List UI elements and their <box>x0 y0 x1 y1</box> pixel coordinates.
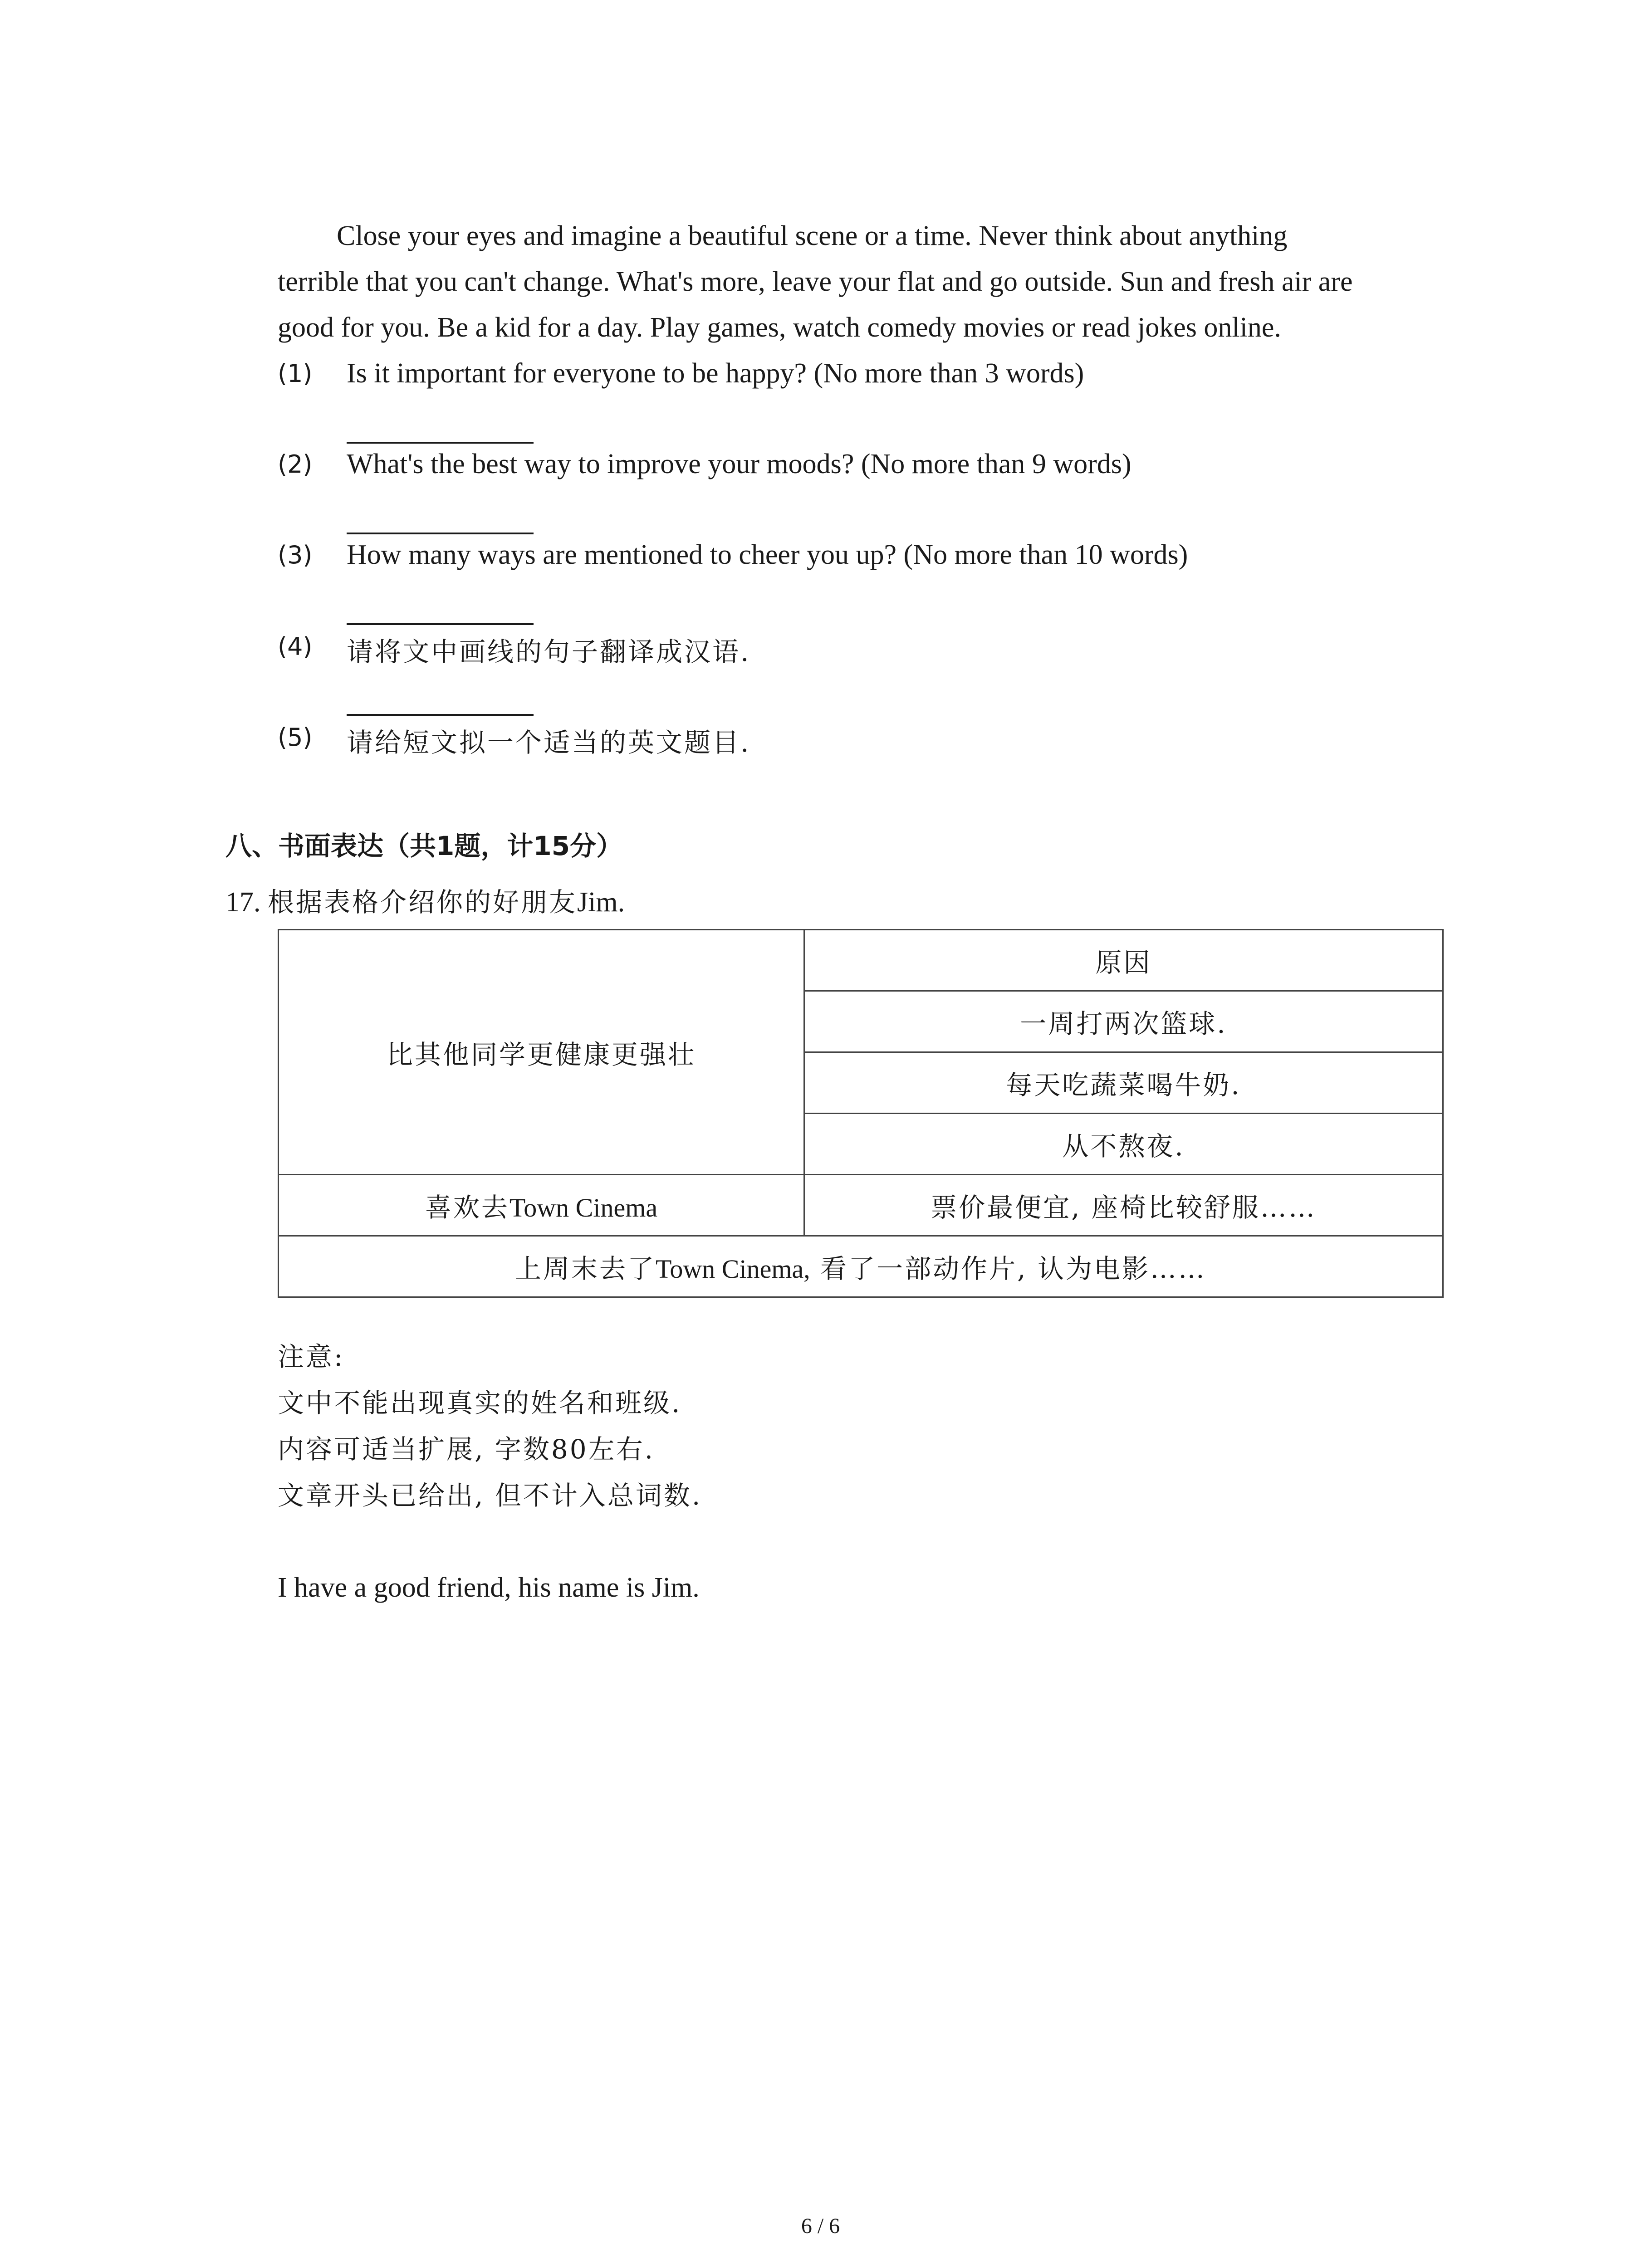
passage-line: Close your eyes and imagine a beautiful scene or a time. Never think about anything <box>337 220 1288 251</box>
question-17 <box>225 881 625 919</box>
page-number: 6 / 6 <box>801 2214 840 2238</box>
passage-line: good for you. Be a kid for a day. Play games, watch comedy movies or read jokes online. <box>278 312 1281 343</box>
cell-text-cn: 喜欢去 <box>425 1192 509 1223</box>
answer-blank-1[interactable] <box>347 442 534 444</box>
question-text: 请将文中画线的句子翻译成汉语. <box>347 636 751 667</box>
opening-sentence: I have a good friend, his name is Jim. <box>278 1572 700 1603</box>
table-cell-trait: 比其他同学更健康更强壮 <box>279 930 804 1175</box>
section-title: 八、书面表达（共1题，计15分） <box>225 831 623 861</box>
question-number: 17. <box>225 887 261 918</box>
cell-text-en: Town Cinema, <box>656 1254 810 1284</box>
question-text: Is it important for everyone to be happy? (No more than 3 words) <box>347 358 1084 389</box>
cell-text-cn: 看了一部动作片, 认为电影…… <box>810 1253 1206 1284</box>
table-cell-reason: 一周打两次篮球. <box>804 991 1443 1052</box>
cell-text-cn: 上周末去了 <box>515 1253 656 1284</box>
notes-item: 文中不能出现真实的姓名和班级. <box>278 1388 682 1418</box>
table-cell-last-weekend <box>279 1236 1443 1297</box>
table-cell-cinema <box>279 1175 804 1236</box>
notes-item: 内容可适当扩展, 字数80左右. <box>278 1434 655 1465</box>
answer-blank-2[interactable] <box>347 533 534 534</box>
table-row <box>279 1175 1443 1236</box>
question-text: What's the best way to improve your moods? (No more than 9 words) <box>347 449 1132 479</box>
cell-text-en: Town Cinema <box>509 1193 658 1222</box>
notes <box>278 1334 702 1519</box>
question-number: (1) <box>278 359 313 388</box>
table-row <box>279 930 1443 991</box>
question-number: (2) <box>278 450 313 479</box>
question-number: (4) <box>278 632 313 661</box>
question-text: 请给短文拟一个适当的英文题目. <box>347 727 751 758</box>
notes-item: 文章开头已给出, 但不计入总词数. <box>278 1480 702 1511</box>
passage <box>278 213 1457 351</box>
question-prompt-en: Jim. <box>577 887 625 918</box>
question-number: (3) <box>278 541 313 569</box>
table-cell-reason: 每天吃蔬菜喝牛奶. <box>804 1052 1443 1114</box>
answer-blank-4[interactable] <box>347 714 534 716</box>
table-row <box>279 1236 1443 1297</box>
table-cell-reason: 从不熬夜. <box>804 1114 1443 1175</box>
question-prompt-cn: 根据表格介绍你的好朋友 <box>268 887 578 918</box>
notes-heading: 注意: <box>278 1341 345 1372</box>
passage-line: terrible that you can't change. What's more, leave your flat and go outside. Sun and fresh air are <box>278 266 1353 297</box>
info-table <box>278 929 1444 1298</box>
answer-blank-3[interactable] <box>347 623 534 625</box>
table-cell-header-reason: 原因 <box>804 930 1443 991</box>
table-cell-cinema-reason: 票价最便宜, 座椅比较舒服…… <box>804 1175 1443 1236</box>
question-text: How many ways are mentioned to cheer you up? (No more than 10 words) <box>347 539 1188 570</box>
question-number: (5) <box>278 723 313 752</box>
